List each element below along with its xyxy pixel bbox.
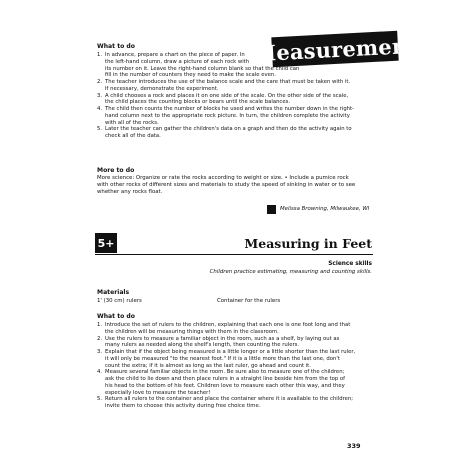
author-mark bbox=[267, 205, 276, 214]
top-step-number: 2. bbox=[97, 79, 103, 85]
top-step-line: with all of the rocks. bbox=[105, 119, 159, 126]
activity-step-number: 4. bbox=[97, 369, 103, 376]
top-step-number: 3. bbox=[97, 92, 103, 99]
top-step-number: 5. bbox=[97, 126, 103, 133]
activity-steps-list bbox=[97, 322, 382, 410]
top-step-line: the child places the counting blocks or bears until the scale balances. bbox=[105, 99, 291, 106]
activity-step-line: the children will be measuring things with them in the classroom. bbox=[105, 328, 279, 335]
more-to-do-line: with other rocks of different sizes and materials to study the speed of sinking in water or to see bbox=[97, 182, 356, 189]
more-to-do-text bbox=[97, 175, 382, 197]
activity-step-line: his head to the bottom of his feet. Children love to measure each other this way, and they bbox=[105, 382, 345, 389]
top-step-4 bbox=[97, 106, 377, 126]
activity-step-line: ask the child to lie down and then place rulers in a straight line beside him from the top of bbox=[105, 376, 346, 382]
top-step-line: A child chooses a rock and places it on one side of the scale. On the other side of the scale, bbox=[105, 92, 349, 99]
materials-heading: Materials bbox=[97, 289, 130, 296]
activity-step-5 bbox=[97, 396, 382, 410]
page-number: 339 bbox=[347, 442, 361, 450]
top-step-line: its number on it. Leave the right-hand column blank so that the child can bbox=[105, 65, 300, 72]
activity-step-line: many rulers as needed along the shelf's length, then counting the rulers. bbox=[105, 342, 300, 349]
top-step-line: The teacher introduces the use of the balance scale and the care that must be taken with it. bbox=[105, 79, 351, 85]
top-step-3 bbox=[97, 93, 377, 107]
top-step-number: 1. bbox=[97, 52, 103, 58]
activity-step-line: Return all rulers to the container and place the container where it is available to the children; bbox=[105, 396, 354, 403]
activity-step-line: Explain that if the object being measured is a little longer or a little shorter than the last ruler, bbox=[105, 349, 356, 355]
activity-title: Measuring in Feet bbox=[244, 236, 372, 251]
activity-step-number: 5. bbox=[97, 396, 103, 403]
activity-step-line: Measure several familiar objects in the room. Be sure also to measure one of the children; bbox=[105, 369, 345, 376]
activity-step-2 bbox=[97, 336, 382, 350]
top-step-line: check all of the data. bbox=[105, 133, 161, 139]
age-badge: 5+ bbox=[95, 233, 117, 253]
activity-step-line: Use the rulers to measure a familiar object in the room, such as a shelf, by laying out as bbox=[105, 335, 340, 342]
activity-step-line: count the extra; if it is almost as long as the last ruler, go ahead and count it. bbox=[105, 362, 311, 369]
activity-step-line: it will only be measured "to the nearest foot." If it is a little more than the last one, don't bbox=[105, 355, 340, 362]
top-step-5 bbox=[97, 126, 377, 140]
author-signature: Melissa Browning, Milwaukee, WI bbox=[280, 206, 370, 212]
top-step-2 bbox=[97, 79, 377, 93]
activity-step-number: 3. bbox=[97, 349, 103, 355]
activity-step-number: 1. bbox=[97, 322, 103, 328]
activity-step-line: invite them to choose this activity during free choice time. bbox=[105, 403, 261, 409]
more-to-do-line: More science: Organize or rate the rocks according to weight or size. • Include a pumice rock bbox=[97, 175, 349, 181]
top-step-line: Later the teacher can gather the children's data on a graph and then do the activity again to bbox=[105, 126, 352, 133]
top-step-1 bbox=[97, 52, 377, 79]
top-step-line: fill in the number of counters they need to make the scale even. bbox=[105, 72, 276, 79]
material-container: Container for the rulers bbox=[217, 298, 281, 304]
top-step-number: 4. bbox=[97, 106, 103, 112]
top-step-line: The child then counts the number of blocks he used and writes the number down in the right- bbox=[105, 106, 355, 112]
material-rulers: 1' (30 cm) rulers bbox=[97, 298, 142, 304]
activity-step-number: 2. bbox=[97, 335, 103, 342]
top-step-line: the left-hand column, draw a picture of each rock with bbox=[105, 58, 250, 65]
activity-step-4 bbox=[97, 369, 382, 396]
activity-step-3 bbox=[97, 349, 382, 369]
more-to-do-heading: More to do bbox=[97, 167, 135, 174]
activity-step-1 bbox=[97, 322, 382, 336]
section-title: Measurement bbox=[252, 32, 418, 66]
activity-step-line: especially love to measure the teacher! bbox=[105, 389, 211, 396]
top-step-line: If necessary, demonstrate the experiment. bbox=[105, 85, 219, 92]
what-to-do-heading: What to do bbox=[97, 43, 135, 50]
title-divider bbox=[95, 254, 373, 255]
activity-what-to-do-heading: What to do bbox=[97, 313, 135, 320]
top-steps-list bbox=[97, 52, 377, 140]
top-step-line: In advance, prepare a chart on the piece of paper. In bbox=[105, 52, 245, 58]
top-step-line: hand column next to the appropriate rock picture. In turn, the children complete the activity bbox=[105, 112, 350, 119]
skills-heading: Science skills bbox=[328, 261, 372, 267]
skills-text: Children practice estimating, measuring and counting skills. bbox=[209, 269, 372, 275]
more-to-do-line: whether any rocks float. bbox=[97, 189, 163, 196]
activity-step-line: Introduce the set of rulers to the children, explaining that each one is one foot long and that bbox=[105, 322, 351, 328]
